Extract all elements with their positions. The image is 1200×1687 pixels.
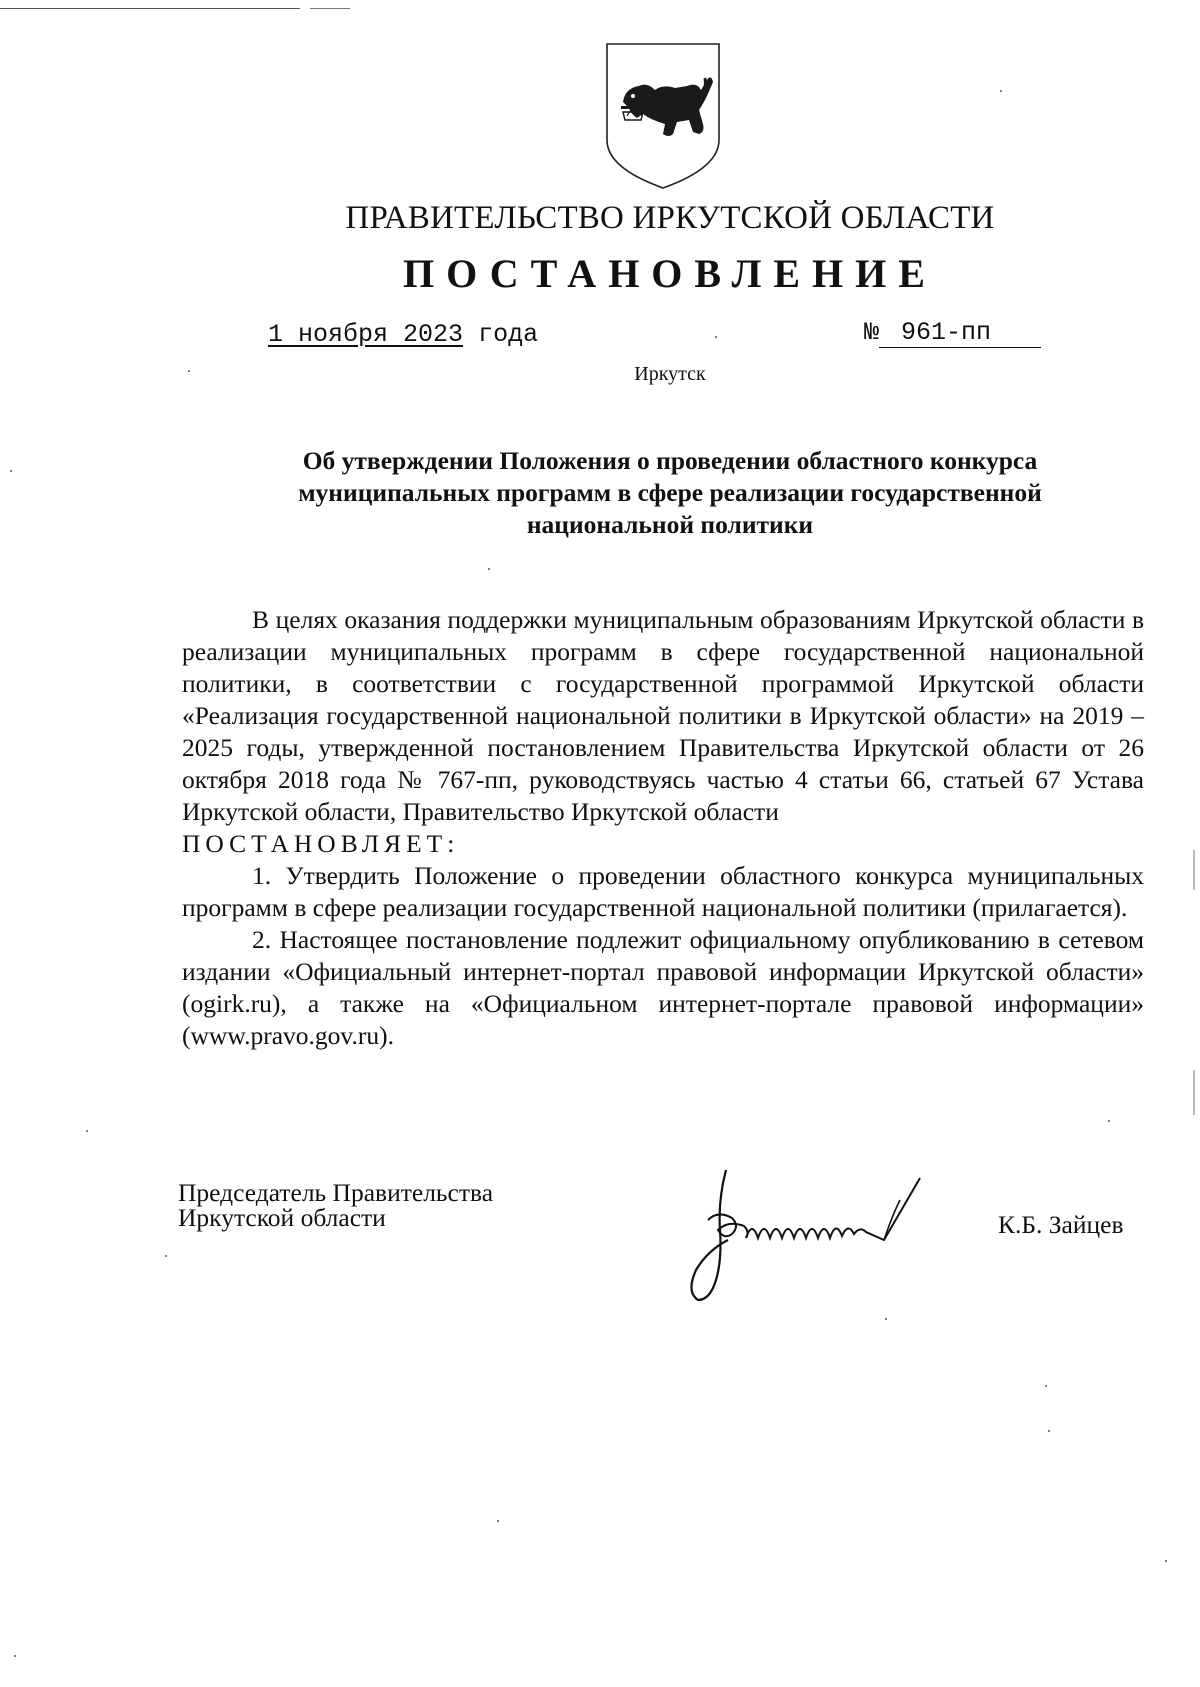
scan-speck bbox=[1108, 1120, 1110, 1122]
document-city: Иркутск bbox=[634, 363, 706, 385]
title-line: муниципальных программ в сфере реализации государственной bbox=[298, 478, 1042, 507]
handwritten-signature-icon bbox=[688, 1160, 968, 1310]
scan-speck bbox=[165, 1255, 167, 1257]
document-number bbox=[864, 318, 1041, 348]
document-body bbox=[182, 604, 1144, 1052]
scan-speck bbox=[86, 1130, 88, 1132]
title-line: Об утверждении Положения о проведении областного конкурса bbox=[302, 446, 1038, 475]
signer-name: К.Б. Зайцев bbox=[998, 1210, 1124, 1239]
scan-speck bbox=[497, 1520, 499, 1522]
scan-speck bbox=[14, 1655, 16, 1657]
signer-position bbox=[178, 1180, 493, 1230]
number-value: 961-пп bbox=[879, 319, 1041, 348]
resolves-heading: ПОСТАНОВЛЯЕТ: bbox=[182, 829, 460, 858]
document-type: ПОСТАНОВЛЕНИЕ bbox=[403, 251, 937, 296]
scan-artifact bbox=[1193, 850, 1195, 890]
scan-speck bbox=[10, 470, 12, 472]
scan-speck bbox=[1045, 1385, 1047, 1387]
scan-edge-line bbox=[310, 8, 350, 9]
scan-speck bbox=[885, 1318, 887, 1320]
number-sign: № bbox=[864, 318, 880, 347]
signer-position-line: Председатель Правительства bbox=[178, 1178, 494, 1207]
government-name: ПРАВИТЕЛЬСТВО ИРКУТСКОЙ ОБЛАСТИ bbox=[345, 200, 995, 236]
title-line: национальной политики bbox=[526, 510, 814, 539]
date-suffix: года bbox=[478, 320, 539, 349]
item-paragraph: 2. Настоящее постановление подлежит официальному опубликованию в сетевом издании «Официальный интернет-портал правовой информации Иркутской области» (ogirk.ru), а также на «Официальном интернет-портале правовой информации» (www.pravo.gov.ru). bbox=[182, 925, 1144, 1050]
scan-speck bbox=[1048, 1430, 1050, 1432]
scan-edge-line bbox=[0, 8, 300, 9]
scan-speck bbox=[715, 336, 717, 338]
date-value: 1 ноября 2023 bbox=[268, 320, 464, 349]
document-title bbox=[240, 445, 1100, 541]
scan-speck bbox=[1000, 90, 1002, 92]
preamble-paragraph: В целях оказания поддержки муниципальным образованиям Иркутской области в реализации муниципальных программ в сфере государственной национальной политики, в соответствии с государственной программой Иркутской области «Реализация государственной национальной политики в Иркутской области» на 2019 – 2025 годы, утвержденной постановлением Правительства Иркутской области от 26 октября 2018 года № 767-пп, руководствуясь частью 4 статьи 66, статьей 67 Устава Иркутской области, Правительство Иркутской области bbox=[182, 605, 1144, 826]
scan-speck bbox=[1165, 1560, 1167, 1562]
scan-speck bbox=[488, 568, 490, 570]
scan-artifact bbox=[1193, 1070, 1195, 1115]
scan-speck bbox=[188, 370, 190, 372]
signer-position-line: Иркутской области bbox=[178, 1203, 386, 1232]
coat-of-arms-icon bbox=[603, 40, 723, 192]
item-paragraph: 1. Утвердить Положение о проведении областного конкурса муниципальных программ в сфере реализации государственной национальной политики (прилагается). bbox=[182, 861, 1144, 922]
document-date bbox=[268, 320, 538, 349]
